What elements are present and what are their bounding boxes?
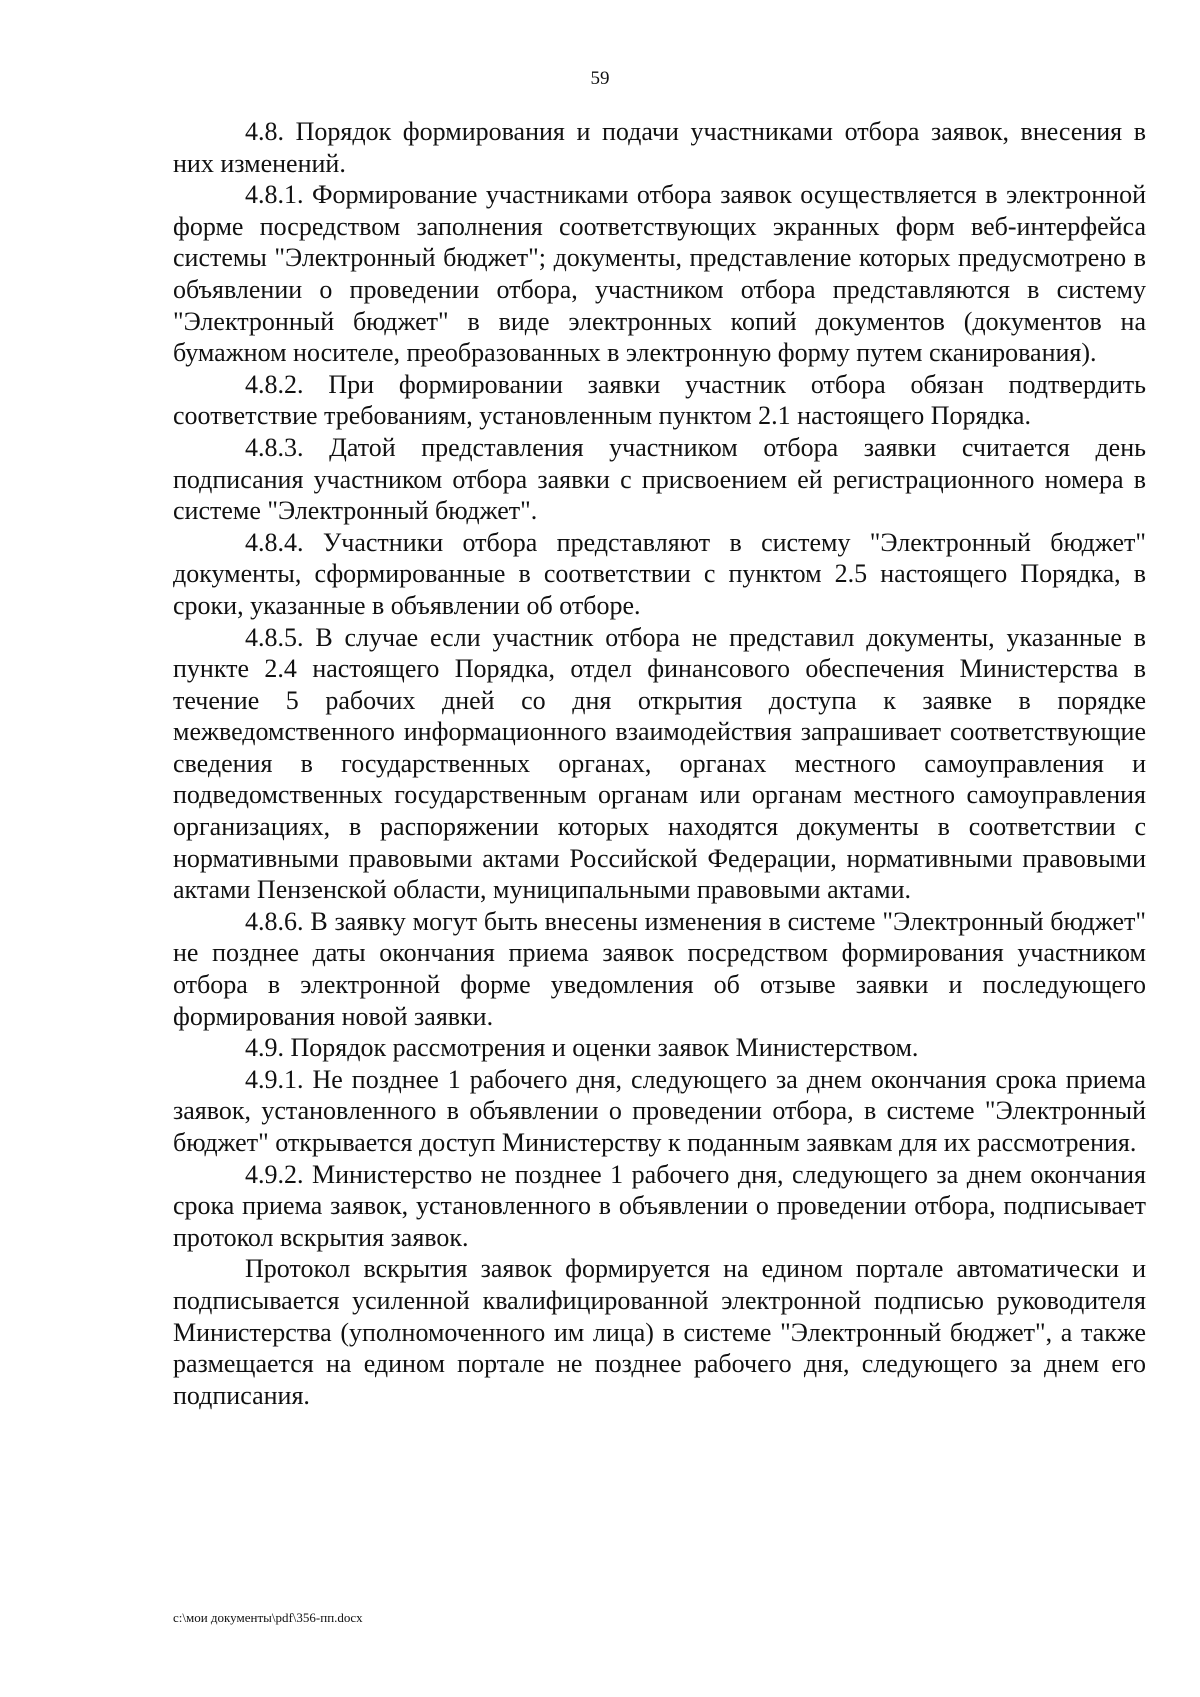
paragraph-protocol: Протокол вскрытия заявок формируется на едином портале автоматически и подписывается усиленной квалифицированной электронной подписью руководителя Министерства (уполномоченного им лица) в системе "Электронный бюджет", а также размещается на едином портале не позднее рабочего дня, следующего за днем его подписания. [173, 1254, 1146, 1410]
paragraph-4-9-2: 4.9.2. Министерство не позднее 1 рабочего дня, следующего за днем окончания срока приема заявок, установленного в объявлении о проведении отбора, подписывает протокол вскрытия заявок. [173, 1159, 1146, 1252]
document-body [173, 116, 1146, 1411]
paragraph-4-8-3: 4.8.3. Датой представления участником отбора заявки считается день подписания участником отбора заявки с присвоением ей регистрационного номера в системе "Электронный бюджет". [173, 432, 1146, 526]
page-number: 59 [590, 68, 610, 89]
paragraph-4-8-6: 4.8.6. В заявку могут быть внесены изменения в системе "Электронный бюджет" не позднее даты окончания приема заявок посредством формирования участником отбора в электронной форме уведомления об отзыве заявки и последующего формирования новой заявки. [173, 906, 1146, 1031]
paragraph-4-9: 4.9. Порядок рассмотрения и оценки заявок Министерством. [245, 1033, 919, 1063]
paragraph-4-8-2: 4.8.2. При формировании заявки участник отбора обязан подтвердить соответствие требованиям, установленным пунктом 2.1 настоящего Порядка. [173, 369, 1146, 431]
paragraph-4-9-1: 4.9.1. Не позднее 1 рабочего дня, следующего за днем окончания срока приема заявок, установленного в объявлении о проведении отбора, в системе "Электронный бюджет" открывается доступ Министерству к поданным заявкам для их рассмотрения. [173, 1064, 1146, 1157]
paragraph-4-8: 4.8. Порядок формирования и подачи участниками отбора заявок, внесения в них изменений. [173, 117, 1146, 178]
paragraph-4-8-1: 4.8.1. Формирование участниками отбора заявок осуществляется в электронной форме посредством заполнения соответствующих экранных форм веб-интерфейса системы "Электронный бюджет"; документы, представление которых предусмотрено в объявлении о проведении отбора, участником отбора представляются в систему "Электронный бюджет" в виде электронных копий документов (документов на бумажном носителе, преобразованных в электронную форму путем сканирования). [173, 180, 1146, 368]
paragraph-4-8-4: 4.8.4. Участники отбора представляют в систему "Электронный бюджет" документы, сформированные в соответствии с пунктом 2.5 настоящего Порядка, в сроки, указанные в объявлении об отборе. [173, 527, 1146, 620]
footer-file-path: c:\мои документы\pdf\356-пп.docx [173, 1610, 363, 1625]
paragraph-4-8-5: 4.8.5. В случае если участник отбора не представил документы, указанные в пункте 2.4 настоящего Порядка, отдел финансового обеспечения Министерства в течение 5 рабочих дней со дня открытия доступа к заявке в порядке межведомственного информационного взаимодействия запрашивает соответствующие сведения в государственных органах, органах местного самоуправления и подведомственных государственным органам или органам местного самоуправления организациях, в распоряжении которых находятся документы в соответствии с нормативными правовыми актами Российской Федерации, нормативными правовыми актами Пензенской области, муниципальными правовыми актами. [173, 622, 1146, 905]
